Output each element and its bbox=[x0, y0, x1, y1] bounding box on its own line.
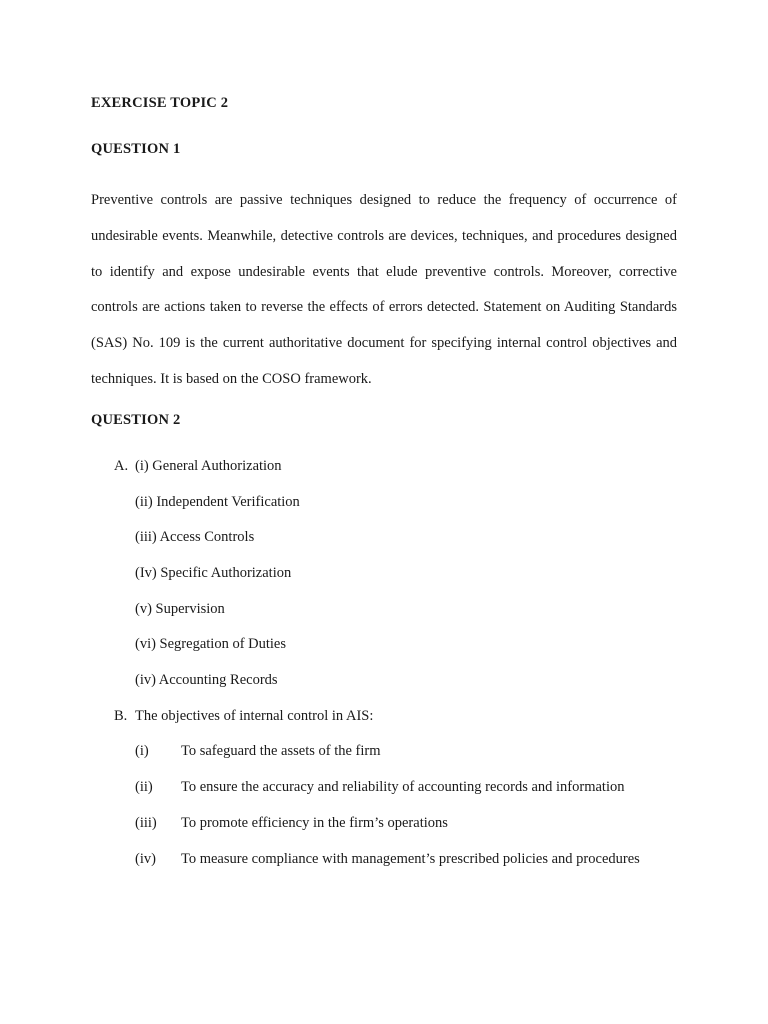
document-title: EXERCISE TOPIC 2 bbox=[91, 95, 229, 111]
part-b-marker: B. bbox=[114, 708, 128, 724]
part-a-item: (iii) Access Controls bbox=[135, 529, 255, 545]
part-b-item-marker: (iv) bbox=[135, 851, 156, 867]
part-a-item: (v) Supervision bbox=[135, 601, 225, 617]
question-1-paragraph: Preventive controls are passive techniques designed to reduce the frequency of occurrence of undesirable events. Meanwhile, detective controls are devices, techniques, and procedures designed to identify and expose undesirable events that elude preventive controls. Moreover, corrective controls are actions taken to reverse the effects of errors detected. Statement on Auditing Standards (SAS) No. 109 is the current authoritative document for specifying internal control objectives and techniques. It is based on the COSO framework. bbox=[91, 192, 677, 387]
part-b-item-marker: (iii) bbox=[135, 815, 157, 831]
question-1-heading: QUESTION 1 bbox=[91, 141, 181, 157]
part-b-item-text: To measure compliance with management’s prescribed policies and procedures bbox=[181, 851, 640, 867]
part-b-intro: The objectives of internal control in AIS: bbox=[135, 708, 374, 724]
part-a-item: (ii) Independent Verification bbox=[135, 494, 300, 510]
part-a-item: (i) General Authorization bbox=[135, 458, 282, 474]
part-b-item-marker: (ii) bbox=[135, 779, 153, 795]
part-a-marker: A. bbox=[114, 458, 129, 474]
part-a-item: (iv) Accounting Records bbox=[135, 672, 278, 688]
part-a-item: (Iv) Specific Authorization bbox=[135, 565, 292, 581]
question-2-heading: QUESTION 2 bbox=[91, 412, 181, 428]
part-b-item-text: To safeguard the assets of the firm bbox=[181, 743, 381, 759]
part-b-item-text: To ensure the accuracy and reliability of accounting records and information bbox=[181, 779, 625, 795]
part-a-item: (vi) Segregation of Duties bbox=[135, 636, 287, 652]
part-b-item-text: To promote efficiency in the firm’s operations bbox=[181, 815, 448, 831]
part-b-item-marker: (i) bbox=[135, 743, 149, 759]
